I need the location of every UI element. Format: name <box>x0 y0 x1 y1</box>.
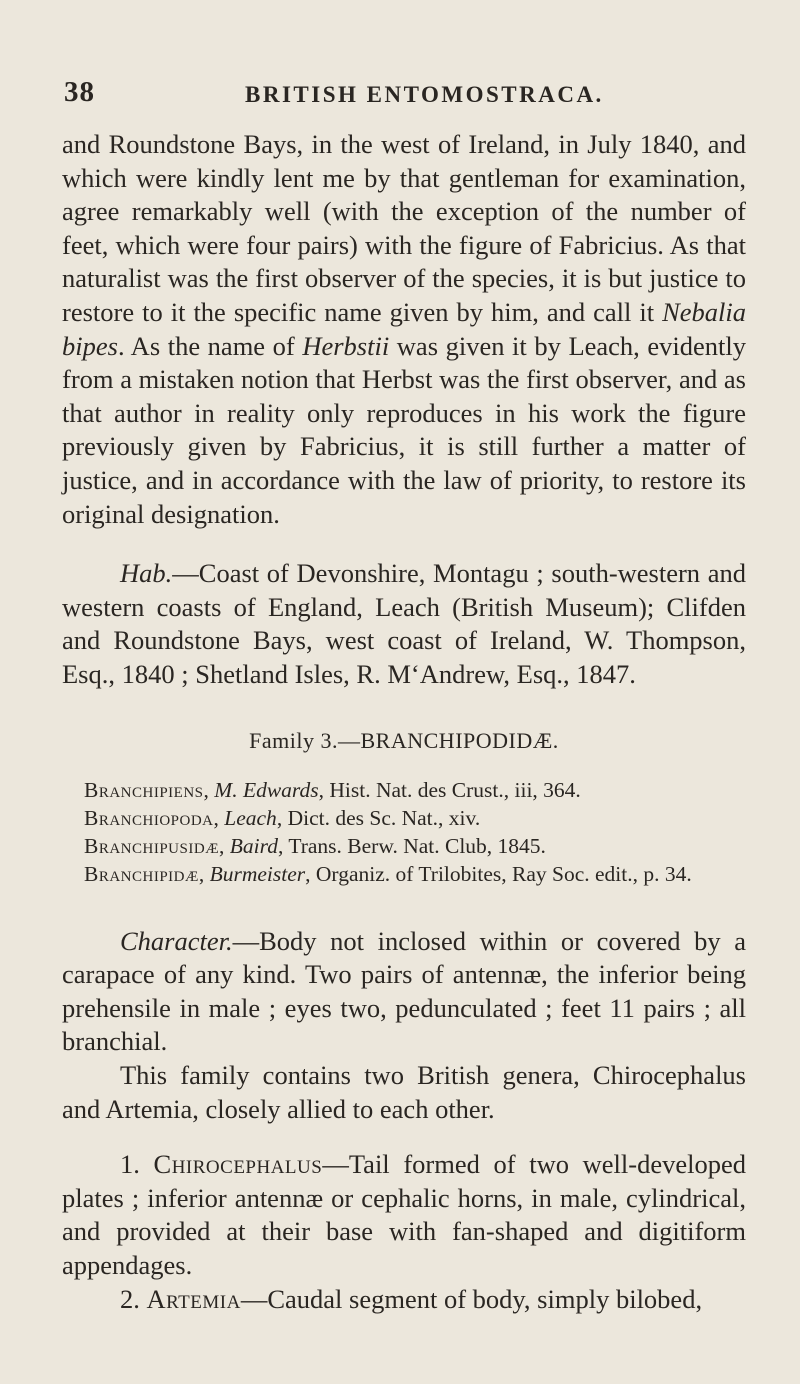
synonym-entry: Branchiopoda, Leach, Dict. des Sc. Nat., xiv. <box>84 805 481 830</box>
family-note: This family contains two British genera, Chirocephalus and Artemia, closely allied to each other. <box>62 1060 746 1124</box>
page-number: 38 <box>64 76 95 108</box>
synonym-entry: Branchipiens, M. Edwards, Hist. Nat. des Crust., iii, 364. <box>84 777 581 802</box>
character-text: —Body not inclosed within or covered by a carapace of any kind. Two pairs of antennæ, the inferior being prehensile in male ; eyes two, pedunculated ; feet 11 pairs ; all branchial. <box>62 925 746 1057</box>
character-paragraph <box>62 925 746 1059</box>
character-label: Character. <box>120 925 233 956</box>
species-name: Nebalia bipes <box>62 296 746 361</box>
genus-entry-artemia: 2. Artemia—Caudal segment of body, simply bilobed, <box>120 1283 703 1314</box>
habitat-paragraph <box>62 557 746 691</box>
habitat-text: —Coast of Devonshire, Montagu ; south-western and western coasts of England, Leach (British Museum); Clifden and Roundstone Bays, west coast of Ireland, W. Thompson, Esq., 1840 ; Shetland Isles, R. M‘Andrew, Esq., 1847. <box>62 558 746 689</box>
genus-entry-chirocephalus: 1. Chirocephalus—Tail formed of two well-developed plates ; inferior antennæ or cephalic horns, in male, cylindrical, and provided at their base with fan-shaped and digitiform appendages. <box>62 1149 746 1281</box>
species-epithet: Herbstii <box>302 330 390 361</box>
running-head <box>50 76 750 116</box>
synonym-list <box>62 776 746 889</box>
family-heading: Family 3.—BRANCHIPODIDÆ. <box>249 727 559 753</box>
paragraph-nebalia: and Roundstone Bays, in the west of Ireland, in July 1840, and which were kindly lent me by that gentleman for examination, agree remarkably well (with the exception of the number of feet, which were four pairs) with the figure of Fabricius. As that naturalist was the first observer of the species, it is but justice to restore to it the specific name given by him, and call it Nebalia bipes. As the name of Herbstii was given it by Leach, evidently from a mistaken notion that Herbst was the first observer, and as that author in reality only reproduces in his work the figure previously given by Fabricius, it is still further a matter of justice, and in accordance with the law of priority, to restore its original designation. <box>62 129 746 529</box>
genus-name: Artemia <box>146 1283 241 1314</box>
habitat-label: Hab. <box>120 558 173 589</box>
running-title: BRITISH ENTOMOSTRACA. <box>245 82 604 107</box>
synonym-entry: Branchipidæ, Burmeister, Organiz. of Trilobites, Ray Soc. edit., p. 34. <box>84 862 692 887</box>
synonym-entry: Branchipusidæ, Baird, Trans. Berw. Nat. Club, 1845. <box>84 834 546 859</box>
genus-name: Chirocephalus <box>153 1149 323 1180</box>
body-text <box>62 128 746 1316</box>
